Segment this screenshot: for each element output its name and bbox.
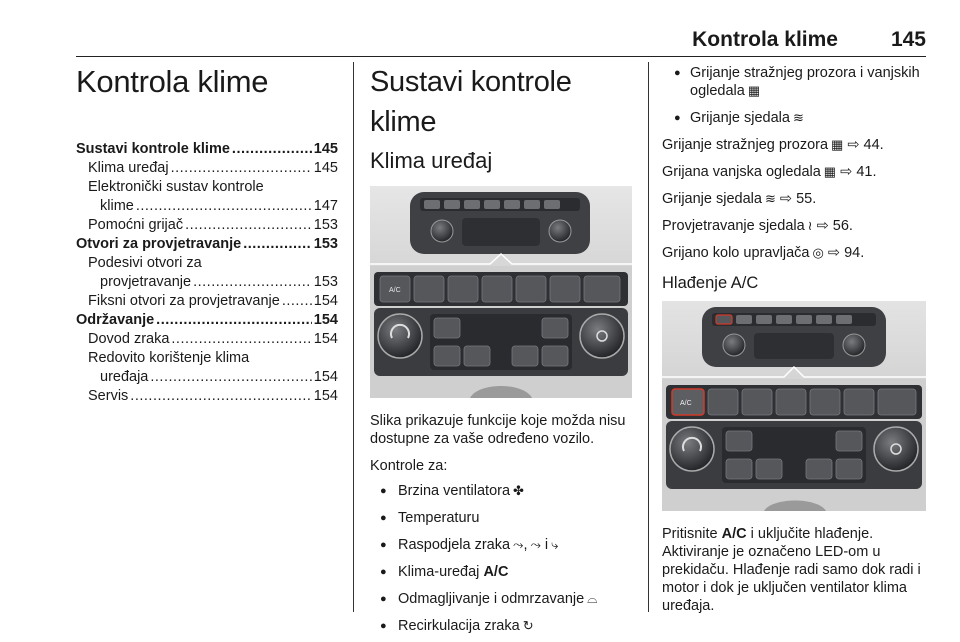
climate-panel-figure [370, 186, 632, 398]
list-item: ● Klima-uređaj A/C [370, 563, 632, 581]
toc-entry-text[interactable]: Elektronički sustav kontrole [88, 179, 264, 195]
list-item: ● Recirkulacija zraka ↻ [370, 617, 632, 635]
rear-defrost-icon: ▦ [831, 137, 844, 152]
svg-text:A/C: A/C [389, 287, 401, 294]
rear-defrost-icon: ▦ [747, 83, 761, 98]
running-title: Kontrola klime [692, 28, 838, 51]
list-item: ● Raspodjela zraka ⤳, ⤳ i ⤷ [370, 536, 632, 554]
controls-intro: Kontrole za: [370, 458, 448, 474]
header-rule [76, 56, 926, 57]
reference-line: Grijanje sjedala ≋ ⇨ 55. [662, 191, 817, 207]
subsection-title: Klima uređaj [370, 148, 493, 173]
toc-entry[interactable]: Servis ..... 154 [76, 387, 338, 406]
section-title: Sustavi kontrole klime [370, 66, 572, 138]
figure-note: Slika prikazuje funkcije koje možda nisu dostupne za vaše određeno vozilo. [370, 413, 626, 447]
chapter-title: Kontrola klime [76, 64, 269, 99]
column-main [370, 62, 632, 642]
column-toc [76, 62, 338, 406]
toc-entry[interactable]: Otvori za provjetravanje ..... 153 [76, 235, 338, 254]
controls-list [370, 482, 632, 635]
toc-entry-text[interactable]: Redovito korištenje klima [88, 350, 250, 366]
reference-line: Provjetravanje sjedala ≀ ⇨ 56. [662, 218, 853, 234]
page-reference[interactable]: 44. [863, 137, 884, 153]
ac-instructions: Pritisnite A/C i uključite hlađenje. Aktiviranje je označeno LED-om u prekidaču. Hlađenje radi samo dok radi i motor i dok je uključen ventilator klima uređaja. [662, 526, 921, 614]
page-header [76, 26, 926, 56]
column-right [662, 62, 926, 624]
ac-button-illustration [662, 301, 926, 511]
list-item: ● Temperaturu [370, 509, 632, 527]
toc-entry[interactable]: Klima uređaj ..... 145 [76, 159, 338, 178]
toc-entry-text[interactable]: Podesivi otvori za [88, 255, 202, 271]
page-reference[interactable]: 56. [832, 218, 853, 234]
list-item: ● Odmagljivanje i odmrzavanje ⌓ [370, 590, 632, 608]
ref-arrow-icon: ⇨ [816, 218, 829, 234]
recirculation-icon: ↻ [522, 618, 534, 633]
toc-entry[interactable]: Održavanje ..... 154 [76, 311, 338, 330]
ref-arrow-icon: ⇨ [840, 164, 853, 180]
controls-list-continued [662, 64, 926, 127]
ref-arrow-icon: ⇨ [779, 191, 793, 207]
reference-line: Grijana vanjska ogledala ▦ ⇨ 41. [662, 164, 877, 180]
toc-entry[interactable]: Fiksni otvori za provjetravanje ..... 154 [76, 292, 338, 311]
climate-panel-illustration [370, 186, 632, 398]
front-defrost-icon: ⌓ [587, 591, 598, 606]
svg-text:A/C: A/C [680, 400, 692, 407]
toc-entry[interactable]: uređaja ..... 154 [76, 368, 338, 387]
air-to-feet-icon: ⤷ [551, 537, 559, 552]
page-reference[interactable]: 55. [796, 191, 817, 207]
toc-entry[interactable]: Sustavi kontrole klime ..... 145 [76, 140, 338, 159]
column-divider-2 [648, 62, 649, 612]
seat-ventilation-icon: ≀ [807, 218, 813, 233]
reference-line: Grijano kolo upravljača ◎ ⇨ 94. [662, 245, 865, 261]
reference-line: Grijanje stražnjeg prozora ▦ ⇨ 44. [662, 137, 884, 153]
ac-button-figure [662, 301, 926, 511]
toc-entry[interactable]: provjetravanje ..... 153 [76, 273, 338, 292]
column-divider-1 [353, 62, 354, 612]
rear-defrost-icon: ▦ [823, 164, 837, 179]
list-item: ● Grijanje sjedala ≋ [662, 109, 926, 127]
list-item: ● Brzina ventilatora ✤ [370, 482, 632, 500]
steering-wheel-heating-icon: ◎ [812, 245, 824, 260]
page-reference[interactable]: 94. [844, 245, 865, 261]
ref-arrow-icon: ⇨ [827, 245, 841, 261]
toc-entry[interactable]: klime ..... 147 [76, 197, 338, 216]
seat-heating-icon: ≋ [792, 110, 804, 125]
seat-heating-icon: ≋ [764, 191, 776, 206]
table-of-contents [76, 140, 338, 406]
page-reference[interactable]: 41. [856, 164, 877, 180]
air-to-face-icon: ⤳ [513, 537, 524, 552]
toc-entry[interactable]: Pomoćni grijač ..... 153 [76, 216, 338, 235]
list-item: ● Grijanje stražnjeg prozora i vanjskih ogledala ▦ [662, 64, 926, 100]
air-to-face-feet-icon: ⤳ [530, 537, 541, 552]
toc-entry[interactable]: Dovod zraka ..... 154 [76, 330, 338, 349]
ref-arrow-icon: ⇨ [847, 137, 860, 153]
subheading: Hlađenje A/C [662, 274, 759, 292]
page-number: 145 [890, 28, 926, 51]
fan-icon: ✤ [513, 483, 524, 498]
